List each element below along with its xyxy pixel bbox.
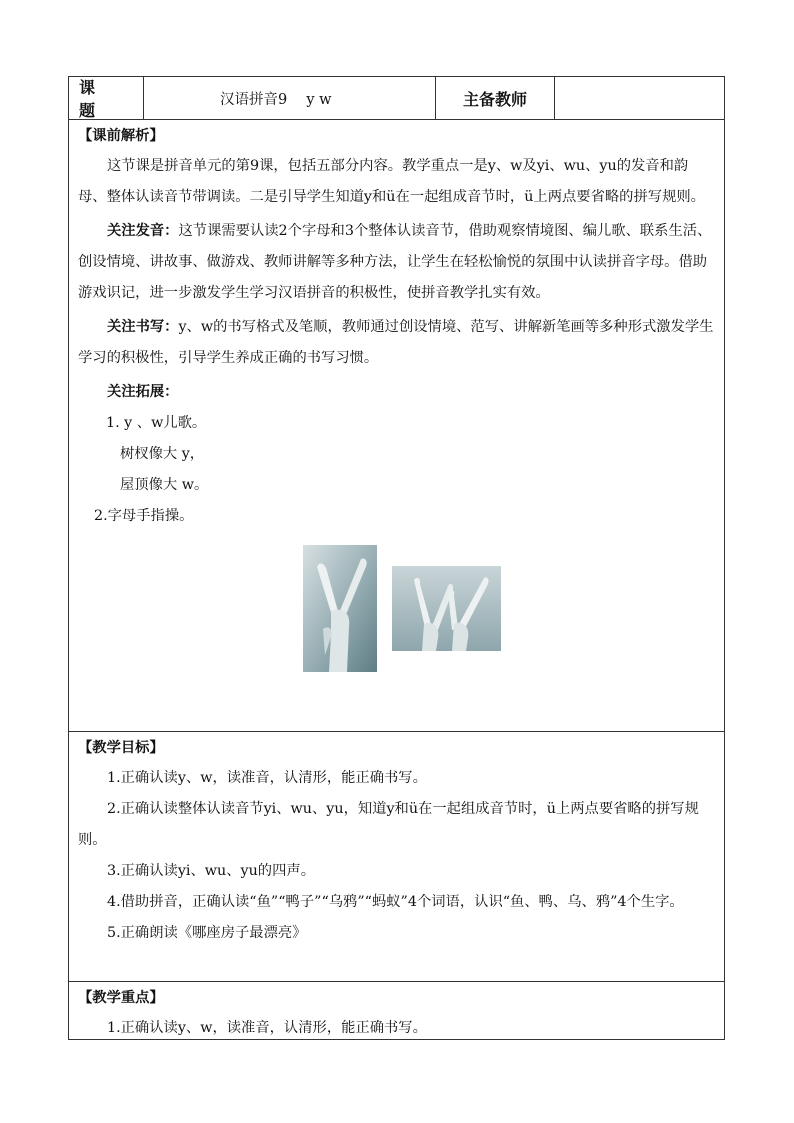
topic-label: 课 题: [69, 77, 144, 119]
writing-label: 关注书写：: [107, 319, 179, 335]
hand-w-image: [392, 566, 501, 651]
goals-section: [69, 731, 724, 981]
writing-text: y、w的书写格式及笔顺，教师通过创设情境、范写、讲解新笔画等多种形式激发学生学习的积极性，引导学生养成正确的书写习惯。: [78, 319, 714, 366]
topic-value: 汉语拼音9 y w: [144, 77, 436, 119]
rhyme-line-2: 屋顶像大 w。: [120, 477, 209, 493]
writing-paragraph: [69, 312, 724, 374]
pre-analysis-section: [69, 119, 724, 731]
finger-photos: [69, 532, 724, 667]
goal-item-5: 5.正确朗读《哪座房子最漂亮》: [107, 925, 307, 941]
key-point-item-1: 1.正确认读y、w，读准音，认清形，能正确书写。: [107, 1020, 427, 1036]
pronunciation-paragraph: [69, 216, 724, 309]
pronunciation-text: 这节课需要认读2个字母和3个整体认读音节，借助观察情境图、编儿歌、联系生活、创设情境、讲故事、做游戏、教师讲解等多种方法，让学生在轻松愉悦的氛围中认读拼音字母。借助游戏识记，进一步激发学生学习汉语拼音的积极性，使拼音教学扎实有效。: [78, 223, 712, 301]
header-row: [69, 77, 724, 119]
extension-item-1: 1. y 、w儿歌。: [106, 415, 207, 431]
goal-item-4: 4.借助拼音，正确认读“鱼”“鸭子”“乌鸦”“蚂蚁”4个词语，认识“鱼、鸭、乌、鸦”4个生字。: [107, 894, 684, 910]
section-title: 【课前解析】: [78, 128, 164, 144]
goal-item-2: 2.正确认读整体认读音节yi、wu、yu，知道y和ü在一起组成音节时，ü上两点要省略的拼写规则。: [78, 801, 699, 848]
extension-label: 关注拓展：: [107, 384, 179, 400]
teacher-value: [555, 77, 724, 119]
key-points-section: [69, 981, 724, 1041]
rhyme-line-1: 树杈像大 y，: [120, 446, 205, 462]
goal-item-1: 1.正确认读y、w，读准音，认清形，能正确书写。: [107, 770, 427, 786]
intro-paragraph: 这节课是拼音单元的第9课，包括五部分内容。教学重点一是y、w及yi、wu、yu的发音和韵母、整体认读音节带调读。二是引导学生知道y和ü在一起组成音节时，ü上两点要省略的拼写规则。: [78, 158, 705, 205]
section-title: 【教学重点】: [78, 990, 164, 1006]
hand-y-image: [303, 545, 377, 672]
pronunciation-label: 关注发音：: [107, 223, 179, 239]
lesson-plan-table: [68, 76, 725, 1040]
goal-item-3: 3.正确认读yi、wu、yu的四声。: [107, 863, 315, 879]
section-title: 【教学目标】: [78, 740, 164, 756]
extension-item-2: 2.字母手指操。: [94, 508, 194, 524]
teacher-label: 主备教师: [436, 77, 555, 119]
